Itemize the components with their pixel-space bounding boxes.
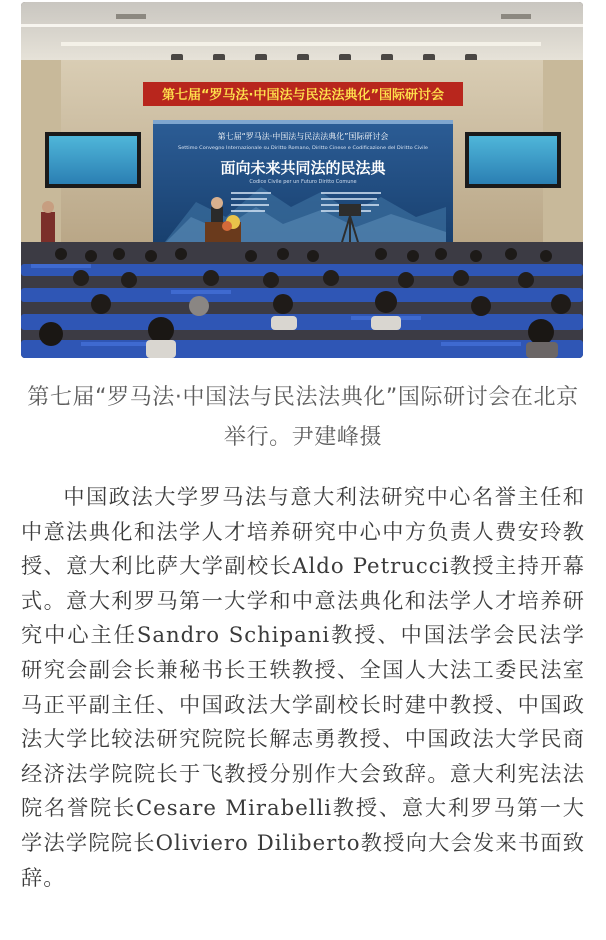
screen-slogan: 面向未来共同法的民法典: [220, 159, 386, 177]
screen-subtitle: Settimo Convegno Internazionale su Diritto Romano, Diritto Cinese e Codificazione del Diritto Civile: [178, 145, 429, 150]
screen-slogan-en: Codice Civile per un Futuro Diritto Comune: [249, 179, 357, 185]
screen-title: 第七届“罗马法·中国法与民法法典化”国际研讨会: [217, 132, 389, 141]
conference-photo[interactable]: [21, 2, 583, 358]
conference-photo-scene: [21, 2, 583, 358]
article-paragraph: 中国政法大学罗马法与意大利法研究中心名誉主任和中意法典化和法学人才培养研究中心中方负责人费安玲教授、意大利比萨大学副校长Aldo Petrucci教授主持开幕式。意大利罗马第一大学和中意法典化和法学人才培养研究中心主任Sandro Schipani教授、中国法学会民法学研究会副会长兼秘书长王轶教授、全国人大法工委民法室马正平副主任、中国政法大学副校长时建中教授、中国政法大学比较法研究院院长解志勇教授、中国政法大学民商经济法学院院长于飞教授分别作大会致辞。意大利宪法法院名誉院长Cesare Mirabelli教授、意大利罗马第一大学法学院院长Oliviero Diliberto教授向大会发来书面致辞。: [21, 484, 585, 890]
banner-text: 第七届“罗马法·中国法与民法法典化”国际研讨会: [161, 88, 445, 103]
photo-caption: 第七届“罗马法·中国法与民法法典化”国际研讨会在北京举行。尹建峰摄: [27, 385, 579, 450]
